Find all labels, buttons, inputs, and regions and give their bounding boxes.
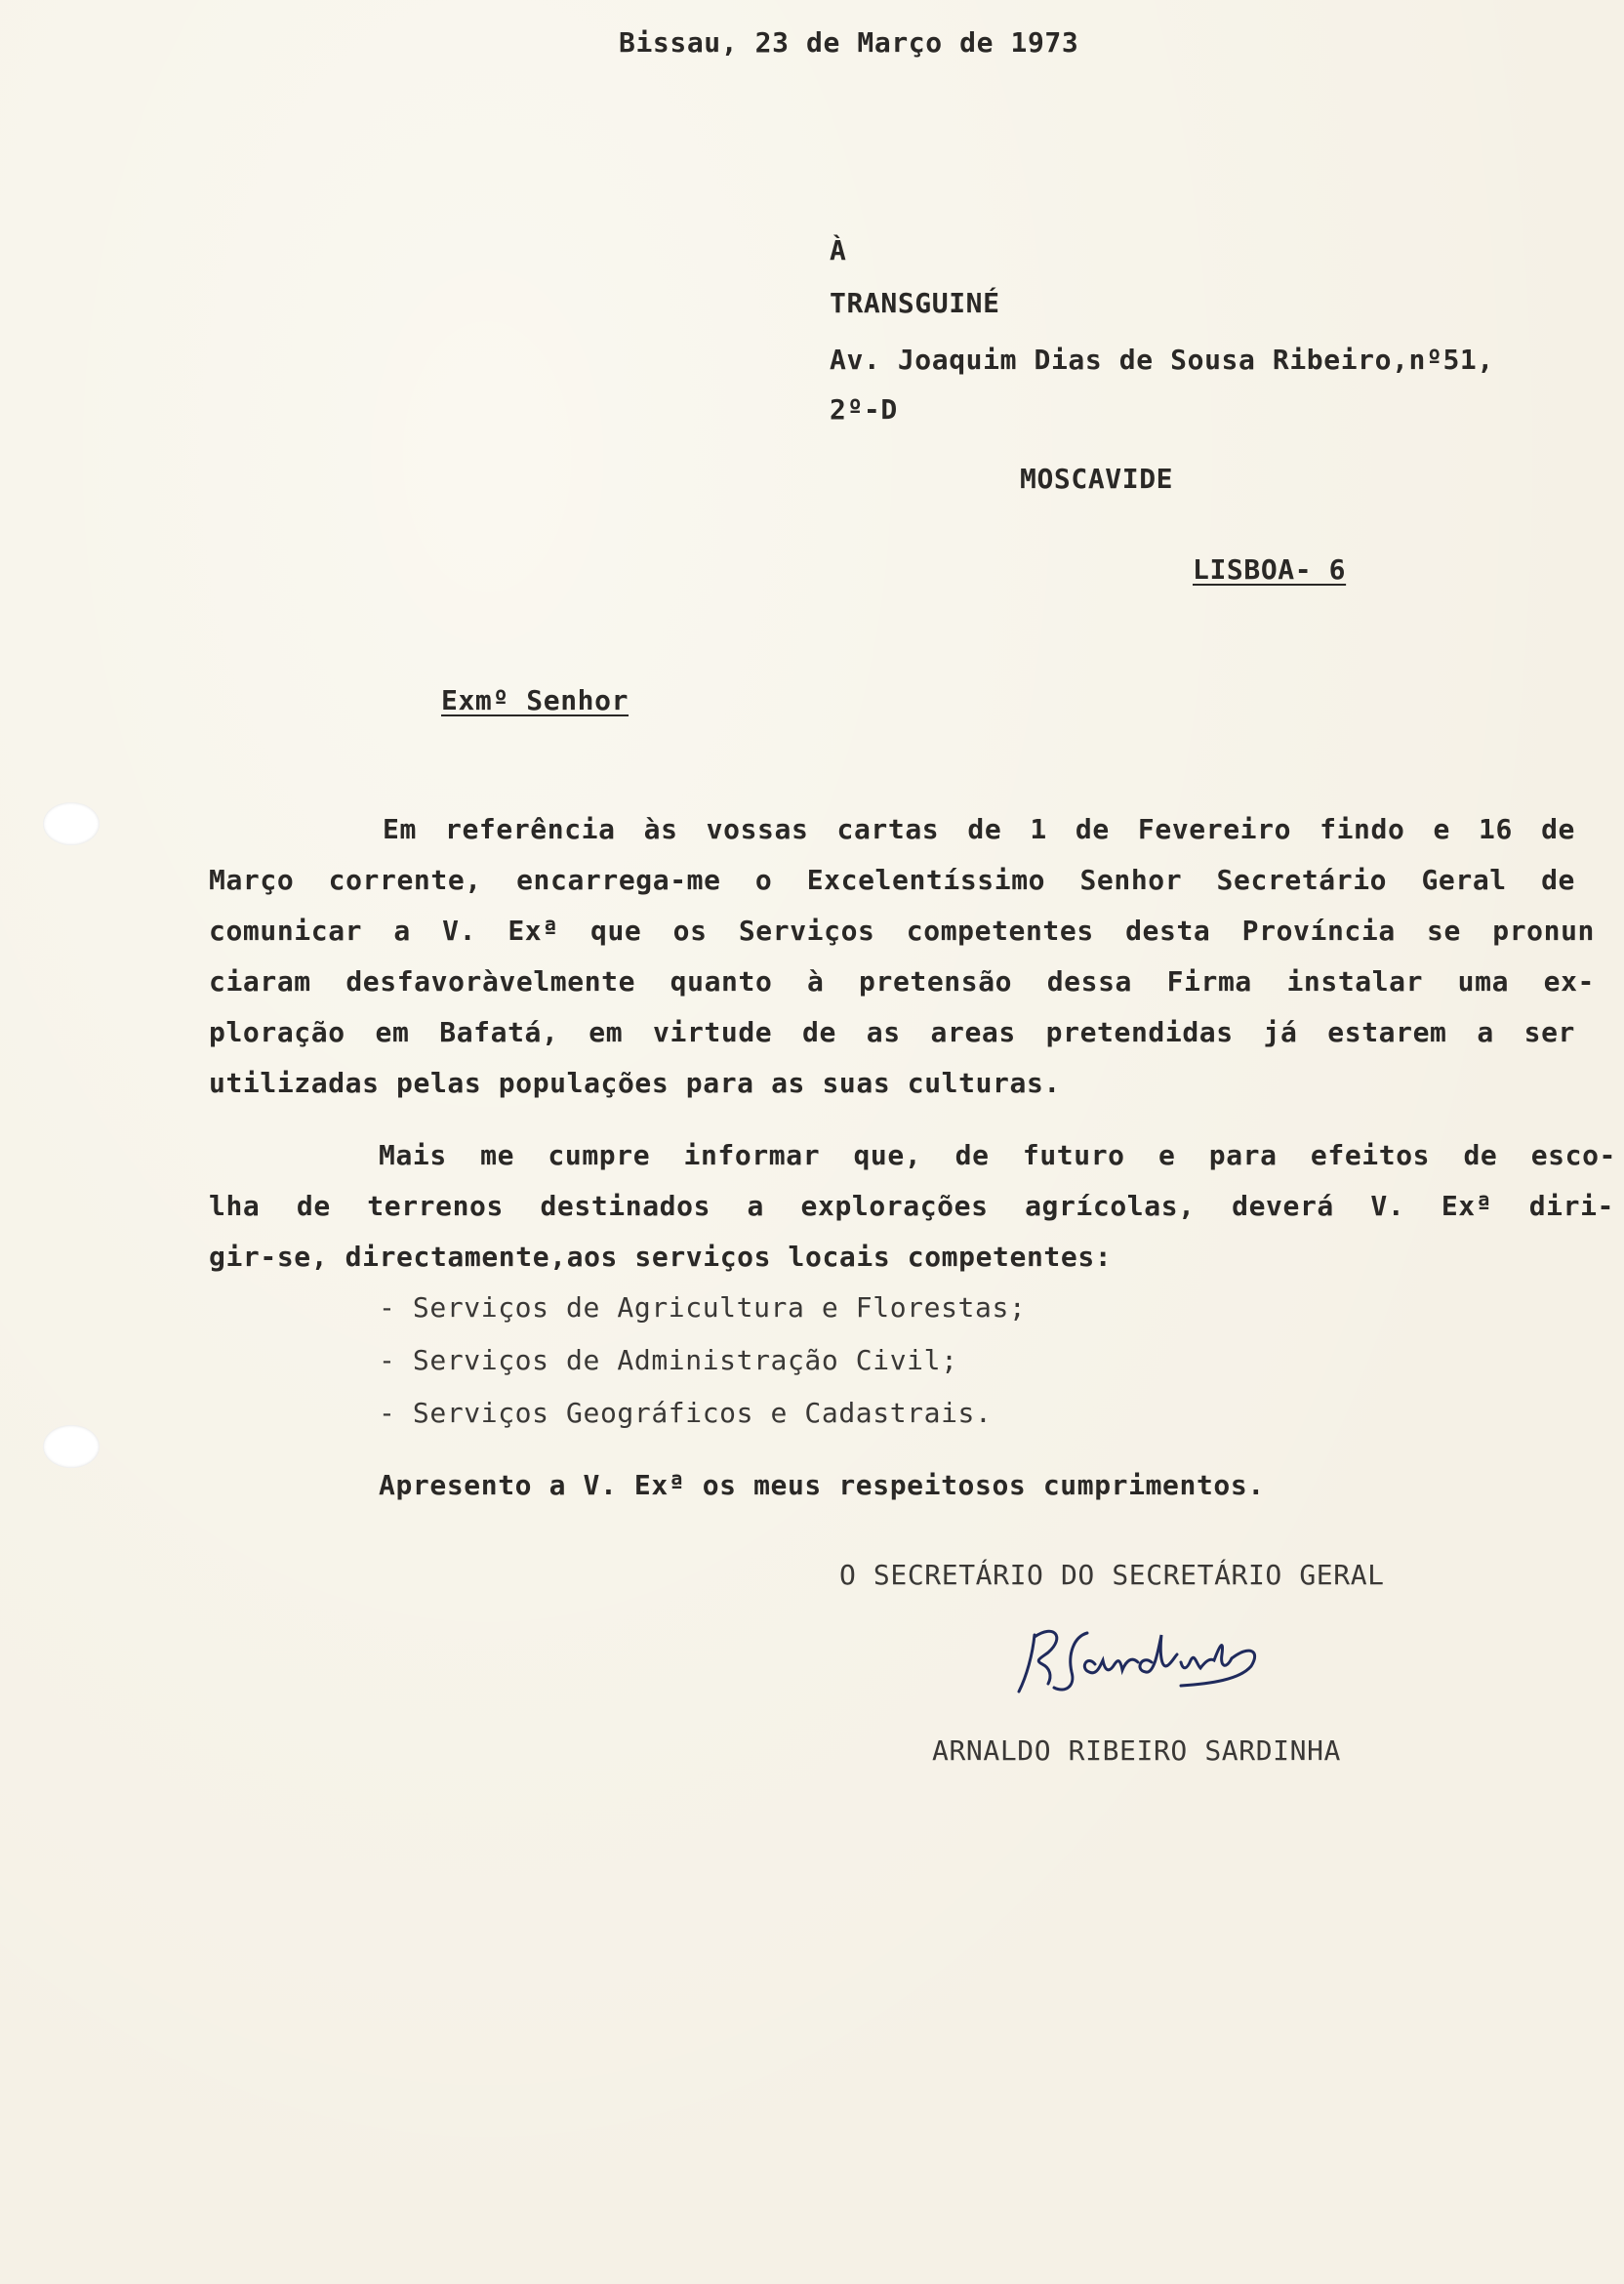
paragraph1-line6: utilizadas pelas populações para as suas culturas. <box>209 1067 1061 1099</box>
recipient-prefix: À <box>830 234 847 266</box>
recipient-address-line2: 2º-D <box>830 393 898 426</box>
recipient-company: TRANSGUINÉ <box>830 287 1000 319</box>
recipient-locality: MOSCAVIDE <box>1020 463 1174 495</box>
paragraph2-line1: Mais me cumpre informar que, de futuro e para efeitos de esco- <box>379 1139 1616 1171</box>
signatory-name: ARNALDO RIBEIRO SARDINHA <box>932 1734 1341 1767</box>
salutation: Exmº Senhor <box>441 684 629 716</box>
date-line: Bissau, 23 de Março de 1973 <box>619 26 1079 59</box>
paragraph2-line2: lha de terrenos destinados a explorações agrícolas, deverá V. Exª diri- <box>209 1190 1614 1222</box>
recipient-address-line1: Av. Joaquim Dias de Sousa Ribeiro,nº51, <box>830 344 1494 376</box>
punch-hole-top <box>43 802 100 845</box>
services-list-item: - Serviços de Agricultura e Florestas; <box>379 1291 1027 1324</box>
handwritten-signature <box>1005 1615 1279 1713</box>
paragraph1-line5: ploração em Bafatá, em virtude de as areas pretendidas já estarem a ser <box>209 1016 1575 1048</box>
punch-hole-bottom <box>43 1425 100 1468</box>
services-list-item: - Serviços de Administração Civil; <box>379 1344 958 1376</box>
paragraph2-line3: gir-se, directamente,aos serviços locais competentes: <box>209 1241 1113 1273</box>
services-list-item: - Serviços Geográficos e Cadastrais. <box>379 1397 993 1429</box>
paragraph1-line4: ciaram desfavoràvelmente quanto à pretensão dessa Firma instalar uma ex- <box>209 965 1595 998</box>
paragraph1-line3: comunicar a V. Exª que os Serviços competentes desta Província se pronun <box>209 915 1595 947</box>
paragraph1-line1: Em referência às vossas cartas de 1 de Fevereiro findo e 16 de <box>383 813 1575 845</box>
closing-line: Apresento a V. Exª os meus respeitosos cumprimentos. <box>379 1469 1265 1501</box>
paragraph1-line2: Março corrente, encarrega-me o Excelentíssimo Senhor Secretário Geral de <box>209 864 1575 896</box>
signatory-title: O SECRETÁRIO DO SECRETÁRIO GERAL <box>839 1559 1385 1591</box>
recipient-city: LISBOA- 6 <box>1193 553 1347 586</box>
